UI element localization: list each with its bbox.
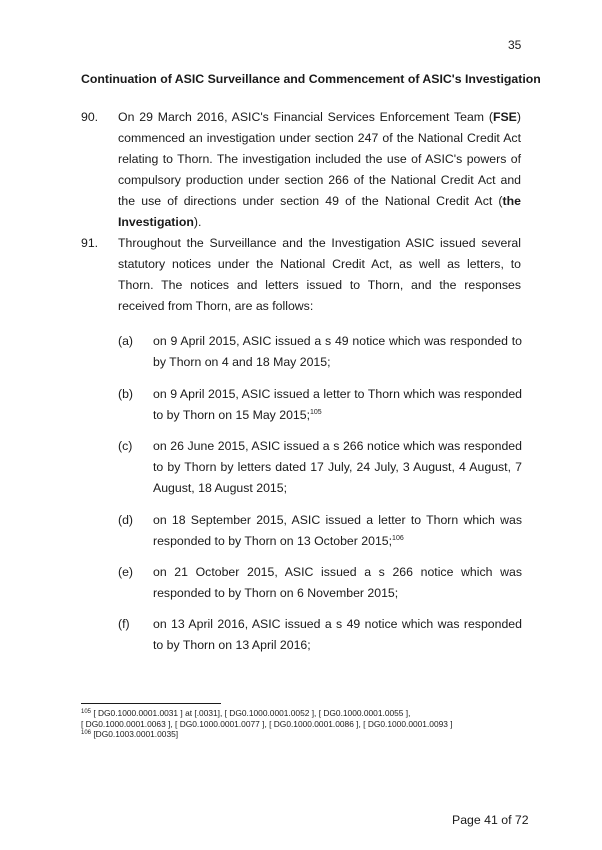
footnote-ref: 105 [310, 409, 322, 416]
list-item-text: on 13 April 2016, ASIC issued a s 49 notice which was responded to by Thorn on 13 April 2016; [153, 617, 522, 652]
footnote-line: $^{105}$ [ DG0.1000.0001.0031 ] at [.0031], [ DG0.1000.0001.0052 ], [ DG0.1000.0001.0055 ], [81, 708, 411, 718]
page-footer: Page 41 of 72 [452, 813, 529, 827]
paragraph-text [118, 107, 521, 233]
list-item-f [118, 614, 522, 656]
text-run: ) commenced an investigation under section 247 of the National Credit Act relating to Thorn. The investigation included the use of ASIC's powers of compulsory production under section 266 of the National Credit Act and the use of directions under section 49 of the National Credit Act ( [118, 110, 521, 208]
footnote-line: $^{106}$ [DG0.1003.0001.0035] [81, 729, 179, 739]
list-item-text: on 18 September 2015, ASIC issued a letter to Thorn which was responded to by Thorn on 13 October 2015;$^{106}$ [153, 513, 522, 548]
list-item-label: (c) [118, 439, 133, 453]
list-item-label: (e) [118, 565, 134, 579]
list-item-b [118, 384, 522, 426]
paragraph-90 [81, 107, 521, 233]
list-item-label: (a) [118, 334, 134, 348]
list-item-e [118, 562, 522, 604]
list-item-c [118, 436, 522, 499]
list-item-text: on 21 October 2015, ASIC issued a s 266 notice which was responded to by Thorn on 6 November 2015; [153, 565, 522, 600]
paragraph-number: 91. [81, 236, 99, 250]
defined-term: FSE [492, 110, 517, 124]
list-item-text: on 9 April 2015, ASIC issued a s 49 notice which was responded to by Thorn on 4 and 18 May 2015; [153, 334, 522, 369]
footnote-line: [ DG0.1000.0001.0063 ], [ DG0.1000.0001.0077 ], [ DG0.1000.0001.0086 ], [ DG0.1000.0001.0093 ] [81, 718, 453, 729]
list-item-label: (f) [118, 617, 130, 631]
paragraph-91 [81, 233, 521, 317]
list-item-d [118, 510, 522, 552]
page-number-top: 35 [508, 38, 522, 52]
list-item-label: (b) [118, 387, 134, 401]
defined-term: the Investigation [118, 194, 521, 229]
section-heading: Continuation of ASIC Surveillance and Commencement of ASIC's Investigation [81, 72, 541, 86]
text-run: On 29 March 2016, ASIC's Financial Services Enforcement Team ( [118, 110, 493, 124]
text-run: Throughout the Surveillance and the Investigation ASIC issued several statutory notices under the National Credit Act, as well as letters, to Thorn. The notices and letters issued to Thorn, and the responses received from Thorn, are as follows: [118, 236, 521, 313]
footnote-divider [81, 703, 221, 704]
paragraph-text [118, 233, 521, 317]
footnotes [81, 708, 531, 740]
list-item-text: on 9 April 2015, ASIC issued a letter to Thorn which was responded to by Thorn on 15 May 2015;$^{105}$ [153, 387, 522, 422]
footnote-ref: 106 [392, 535, 404, 542]
list-item-text: on 26 June 2015, ASIC issued a s 266 notice which was responded to by Thorn by letters dated 17 July, 24 July, 3 August, 4 August, 7 August, 18 August 2015; [153, 439, 522, 495]
list-item-a [118, 331, 522, 373]
paragraph-number: 90. [81, 110, 99, 124]
list-item-label: (d) [118, 513, 134, 527]
text-run: ). [193, 215, 202, 229]
